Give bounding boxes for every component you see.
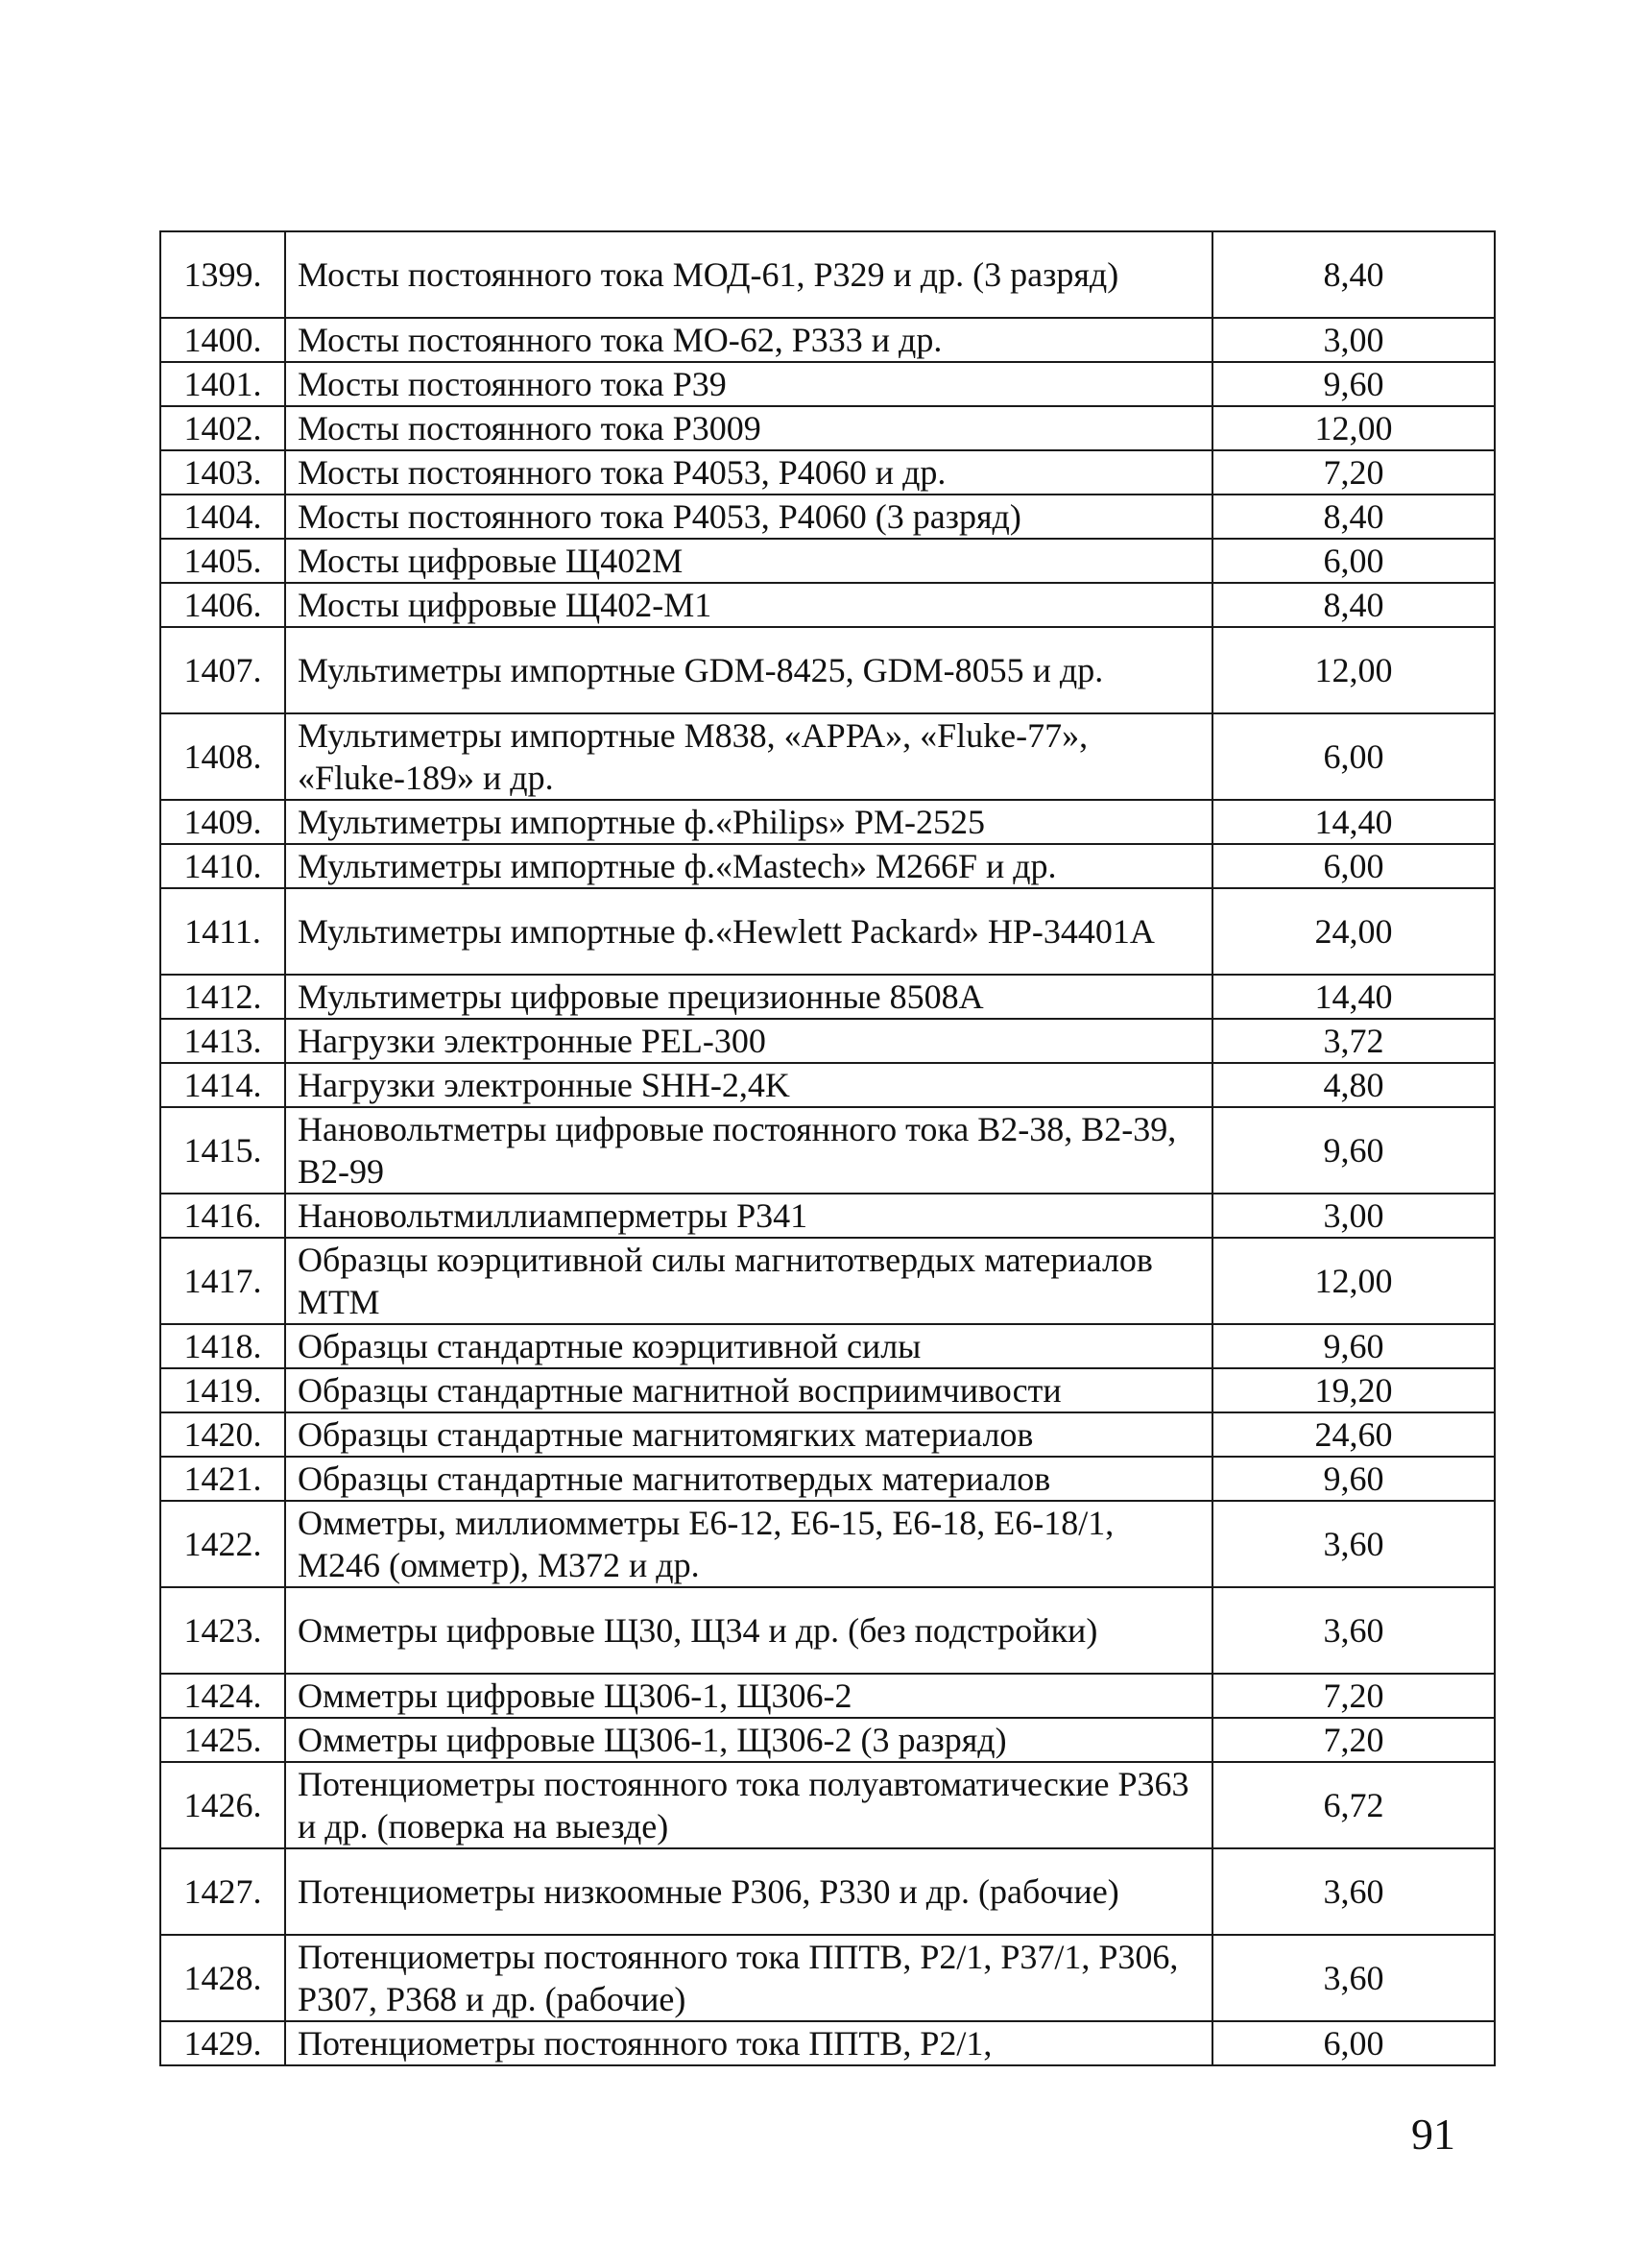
- table-row: [160, 1412, 1495, 1457]
- price-value: 7,20: [1212, 450, 1495, 495]
- price-value: 14,40: [1212, 800, 1495, 844]
- row-number: 1422.: [160, 1501, 285, 1587]
- table-row: [160, 1019, 1495, 1063]
- table-row: [160, 539, 1495, 583]
- instrument-name: Омметры цифровые Щ30, Щ34 и др. (без подстройки): [285, 1587, 1212, 1674]
- price-value: 3,60: [1212, 1848, 1495, 1935]
- page-number: 91: [1411, 2110, 1455, 2159]
- price-value: 24,60: [1212, 1412, 1495, 1457]
- table-row: [160, 1324, 1495, 1368]
- table-row: [160, 1063, 1495, 1107]
- table-row: [160, 627, 1495, 713]
- table-row: [160, 1368, 1495, 1412]
- row-number: 1408.: [160, 713, 285, 800]
- instrument-name: Омметры цифровые Щ306-1, Щ306-2: [285, 1674, 1212, 1718]
- price-value: 14,40: [1212, 975, 1495, 1019]
- table-row: [160, 495, 1495, 539]
- row-number: 1400.: [160, 318, 285, 362]
- instrument-name: Нановольтметры цифровые постоянного тока В2-38, В2-39, В2-99: [285, 1107, 1212, 1194]
- price-value: 12,00: [1212, 627, 1495, 713]
- row-number: 1412.: [160, 975, 285, 1019]
- table-row: [160, 888, 1495, 975]
- price-value: 8,40: [1212, 583, 1495, 627]
- instrument-name: Образцы коэрцитивной силы магнитотвердых материалов МТМ: [285, 1238, 1212, 1324]
- table-row: [160, 1587, 1495, 1674]
- instrument-name: Образцы стандартные магнитной восприимчивости: [285, 1368, 1212, 1412]
- table-row: [160, 1762, 1495, 1848]
- row-number: 1417.: [160, 1238, 285, 1324]
- instrument-name: Образцы стандартные магнитомягких материалов: [285, 1412, 1212, 1457]
- table-row: [160, 1674, 1495, 1718]
- instrument-name: Нагрузки электронные PEL-300: [285, 1019, 1212, 1063]
- table-row: [160, 1935, 1495, 2021]
- instrument-name: Мосты постоянного тока МО-62, Р333 и др.: [285, 318, 1212, 362]
- table-row: [160, 583, 1495, 627]
- instrument-name: Омметры, миллиомметры Е6-12, Е6-15, Е6-18, Е6-18/1, М246 (омметр), М372 и др.: [285, 1501, 1212, 1587]
- instrument-name: Мосты постоянного тока Р4053, Р4060 (3 разряд): [285, 495, 1212, 539]
- table-row: [160, 1238, 1495, 1324]
- table-row: [160, 1457, 1495, 1501]
- price-value: 6,00: [1212, 844, 1495, 888]
- row-number: 1418.: [160, 1324, 285, 1368]
- row-number: 1426.: [160, 1762, 285, 1848]
- instrument-name: Потенциометры постоянного тока ППТВ, Р2/1, Р37/1, Р306, Р307, Р368 и др. (рабочие): [285, 1935, 1212, 2021]
- price-value: 24,00: [1212, 888, 1495, 975]
- table-row: [160, 1718, 1495, 1762]
- row-number: 1423.: [160, 1587, 285, 1674]
- row-number: 1424.: [160, 1674, 285, 1718]
- price-value: 7,20: [1212, 1718, 1495, 1762]
- table-row: [160, 362, 1495, 406]
- row-number: 1428.: [160, 1935, 285, 2021]
- table-row: [160, 713, 1495, 800]
- instrument-name: Мосты постоянного тока Р39: [285, 362, 1212, 406]
- table-body: [160, 231, 1495, 2065]
- table-row: [160, 450, 1495, 495]
- table-row: [160, 1501, 1495, 1587]
- instrument-name: Мосты постоянного тока Р4053, Р4060 и др.: [285, 450, 1212, 495]
- row-number: 1416.: [160, 1194, 285, 1238]
- instrument-name: Потенциометры постоянного тока ППТВ, Р2/1,: [285, 2021, 1212, 2065]
- price-value: 3,00: [1212, 318, 1495, 362]
- row-number: 1414.: [160, 1063, 285, 1107]
- price-table: [159, 230, 1496, 2066]
- row-number: 1421.: [160, 1457, 285, 1501]
- instrument-name: Мультиметры импортные М838, «АРРА», «Fluke-77», «Fluke-189» и др.: [285, 713, 1212, 800]
- price-value: 9,60: [1212, 1324, 1495, 1368]
- table-row: [160, 1848, 1495, 1935]
- row-number: 1405.: [160, 539, 285, 583]
- price-value: 3,60: [1212, 1935, 1495, 2021]
- price-value: 19,20: [1212, 1368, 1495, 1412]
- price-value: 6,00: [1212, 713, 1495, 800]
- table-row: [160, 844, 1495, 888]
- price-value: 6,00: [1212, 2021, 1495, 2065]
- instrument-name: Мультиметры импортные ф.«Hewlett Packard» HP-34401A: [285, 888, 1212, 975]
- price-value: 9,60: [1212, 362, 1495, 406]
- table-row: [160, 318, 1495, 362]
- row-number: 1415.: [160, 1107, 285, 1194]
- price-value: 12,00: [1212, 1238, 1495, 1324]
- row-number: 1410.: [160, 844, 285, 888]
- price-value: 8,40: [1212, 231, 1495, 318]
- instrument-name: Мультиметры импортные ф.«Philips» РМ-2525: [285, 800, 1212, 844]
- price-value: 9,60: [1212, 1457, 1495, 1501]
- price-value: 6,00: [1212, 539, 1495, 583]
- instrument-name: Мосты цифровые Щ402-М1: [285, 583, 1212, 627]
- price-value: 3,00: [1212, 1194, 1495, 1238]
- row-number: 1407.: [160, 627, 285, 713]
- instrument-name: Нановольтмиллиамперметры Р341: [285, 1194, 1212, 1238]
- row-number: 1403.: [160, 450, 285, 495]
- instrument-name: Образцы стандартные магнитотвердых материалов: [285, 1457, 1212, 1501]
- instrument-name: Потенциометры постоянного тока полуавтоматические Р363 и др. (поверка на выезде): [285, 1762, 1212, 1848]
- row-number: 1409.: [160, 800, 285, 844]
- table-row: [160, 2021, 1495, 2065]
- instrument-name: Мосты цифровые Щ402М: [285, 539, 1212, 583]
- instrument-name: Мультиметры импортные GDM-8425, GDM-8055 и др.: [285, 627, 1212, 713]
- price-value: 3,72: [1212, 1019, 1495, 1063]
- table-row: [160, 800, 1495, 844]
- price-value: 6,72: [1212, 1762, 1495, 1848]
- price-value: 9,60: [1212, 1107, 1495, 1194]
- instrument-name: Мультиметры цифровые прецизионные 8508А: [285, 975, 1212, 1019]
- instrument-name: Образцы стандартные коэрцитивной силы: [285, 1324, 1212, 1368]
- price-value: 7,20: [1212, 1674, 1495, 1718]
- row-number: 1413.: [160, 1019, 285, 1063]
- instrument-name: Мосты постоянного тока МОД-61, Р329 и др. (3 разряд): [285, 231, 1212, 318]
- row-number: 1401.: [160, 362, 285, 406]
- price-value: 8,40: [1212, 495, 1495, 539]
- price-value: 3,60: [1212, 1501, 1495, 1587]
- instrument-name: Нагрузки электронные SHH-2,4K: [285, 1063, 1212, 1107]
- table-row: [160, 406, 1495, 450]
- row-number: 1406.: [160, 583, 285, 627]
- row-number: 1419.: [160, 1368, 285, 1412]
- row-number: 1411.: [160, 888, 285, 975]
- row-number: 1402.: [160, 406, 285, 450]
- row-number: 1399.: [160, 231, 285, 318]
- row-number: 1429.: [160, 2021, 285, 2065]
- table-row: [160, 975, 1495, 1019]
- table-row: [160, 1107, 1495, 1194]
- instrument-name: Потенциометры низкоомные Р306, Р330 и др. (рабочие): [285, 1848, 1212, 1935]
- table-row: [160, 1194, 1495, 1238]
- row-number: 1404.: [160, 495, 285, 539]
- table-row: [160, 231, 1495, 318]
- row-number: 1425.: [160, 1718, 285, 1762]
- instrument-name: Мультиметры импортные ф.«Mastech» M266F и др.: [285, 844, 1212, 888]
- row-number: 1427.: [160, 1848, 285, 1935]
- price-value: 4,80: [1212, 1063, 1495, 1107]
- price-value: 12,00: [1212, 406, 1495, 450]
- instrument-name: Мосты постоянного тока Р3009: [285, 406, 1212, 450]
- price-value: 3,60: [1212, 1587, 1495, 1674]
- instrument-name: Омметры цифровые Щ306-1, Щ306-2 (3 разряд): [285, 1718, 1212, 1762]
- row-number: 1420.: [160, 1412, 285, 1457]
